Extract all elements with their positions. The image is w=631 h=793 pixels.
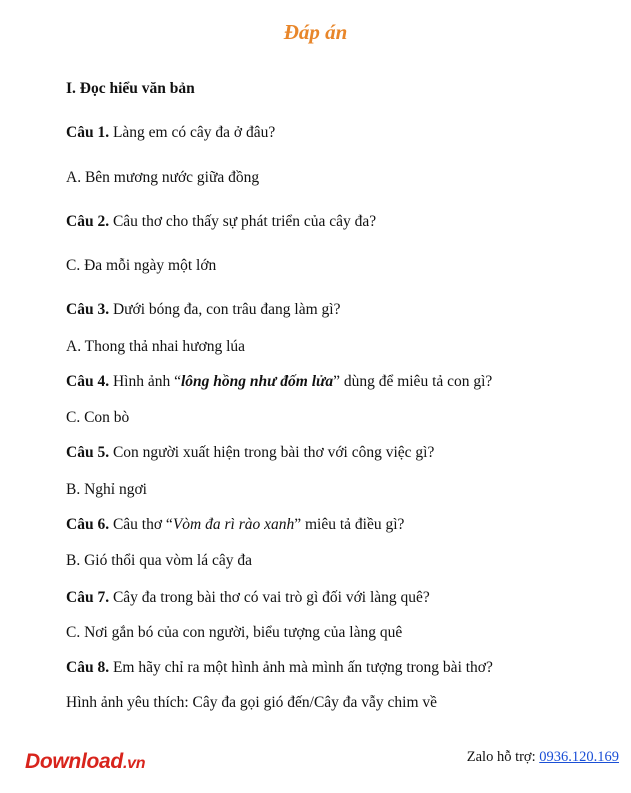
answer-8: Hình ảnh yêu thích: Cây đa gọi gió đến/Cây đa vẫy chim về (66, 694, 438, 711)
question-5: Câu 5. Con người xuất hiện trong bài thơ với công việc gì? (66, 444, 435, 461)
question-7: Câu 7. Cây đa trong bài thơ có vai trò gì đối với làng quê? (66, 589, 430, 606)
answer-5: B. Nghỉ ngơi (66, 481, 147, 498)
question-4: Câu 4. Hình ảnh “lông hồng như đốm lửa” dùng để miêu tả con gì? (66, 373, 493, 390)
section-heading: I. Đọc hiểu văn bản (66, 80, 195, 97)
answer-6: B. Gió thổi qua vòm lá cây đa (66, 552, 252, 569)
answer-2: C. Đa mỗi ngày một lớn (66, 257, 217, 274)
answer-1: A. Bên mương nước giữa đồng (66, 169, 260, 186)
question-6: Câu 6. Câu thơ “Vòm đa rì rào xanh” miêu tả điều gì? (66, 516, 405, 533)
answer-4: C. Con bò (66, 409, 130, 426)
question-3: Câu 3. Dưới bóng đa, con trâu đang làm gì? (66, 301, 341, 318)
download-logo[interactable]: Download.vn (25, 750, 146, 773)
question-2: Câu 2. Câu thơ cho thấy sự phát triển của cây đa? (66, 213, 377, 230)
support-contact: Zalo hỗ trợ: 0936.120.169 (466, 749, 619, 765)
support-phone-link[interactable]: 0936.120.169 (539, 749, 619, 765)
answer-3: A. Thong thả nhai hương lúa (66, 338, 246, 355)
question-1: Câu 1. Làng em có cây đa ở đâu? (66, 124, 276, 141)
question-8: Câu 8. Em hãy chỉ ra một hình ảnh mà mình ấn tượng trong bài thơ? (66, 659, 493, 676)
answer-7: C. Nơi gắn bó của con người, biểu tượng của làng quê (66, 624, 403, 641)
page-title: Đáp án (283, 20, 348, 44)
